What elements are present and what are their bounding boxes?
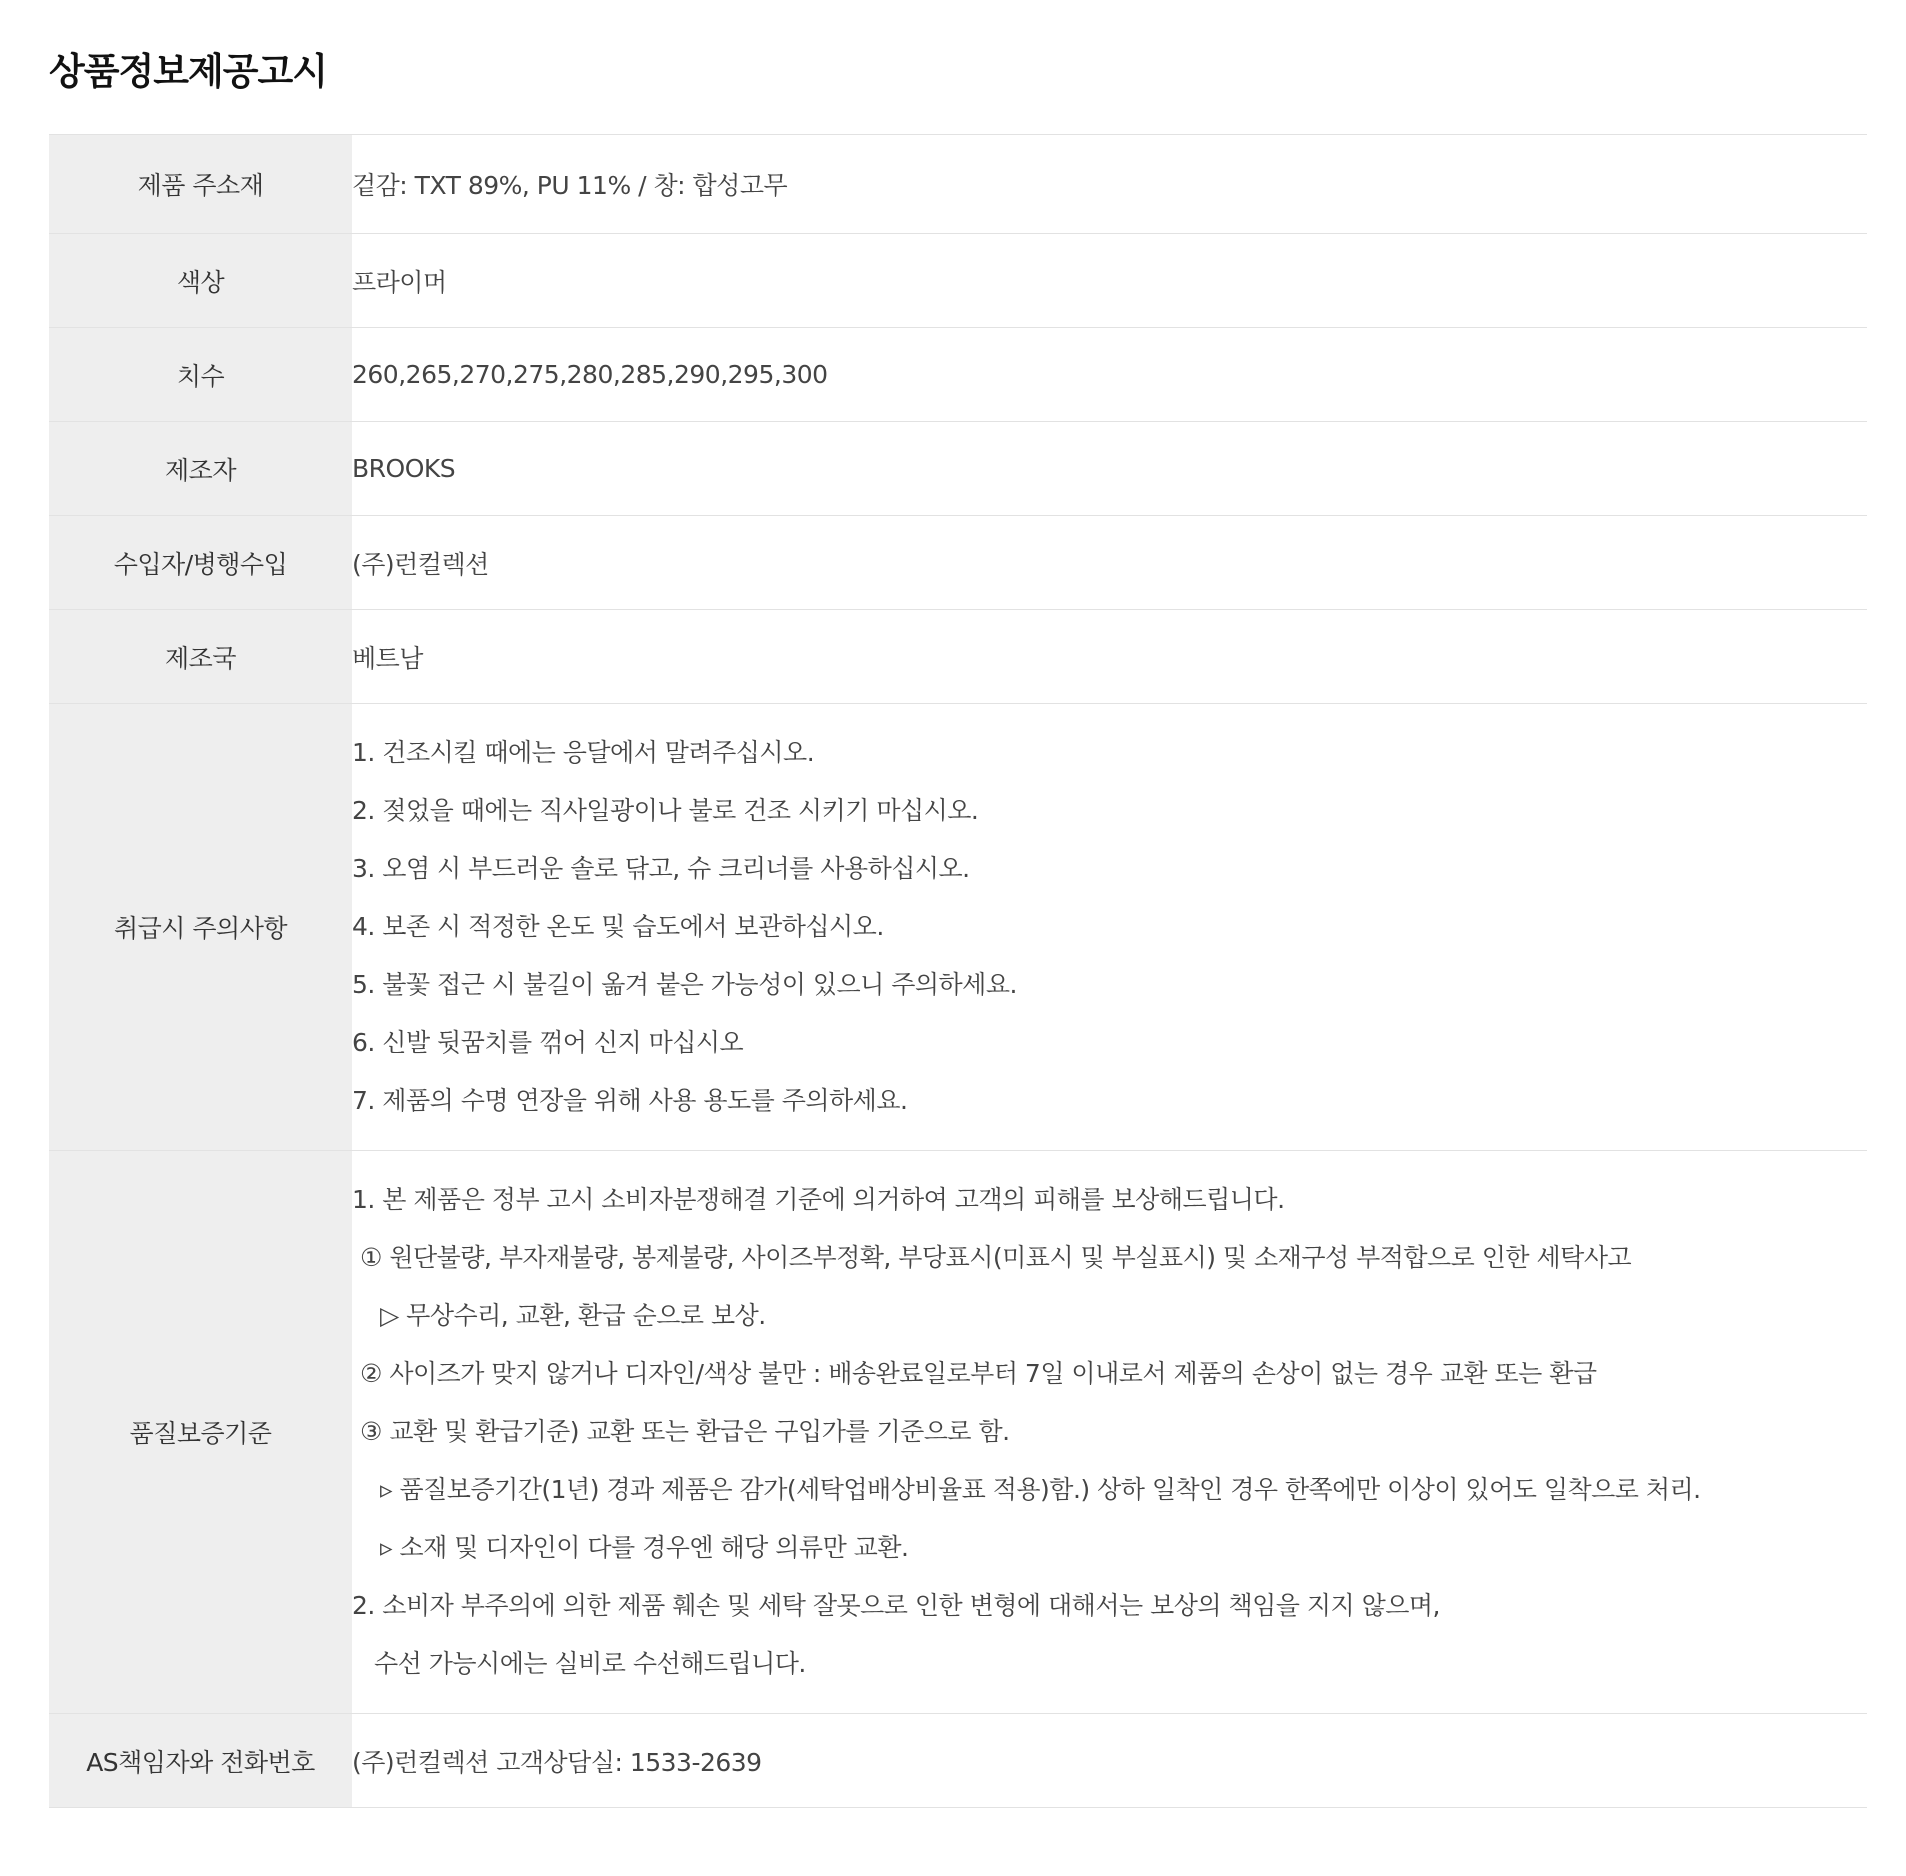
row-label: 수입자/병행수입: [49, 516, 352, 610]
row-label: 제조국: [49, 610, 352, 704]
list-item: ③ 교환 및 환급기준) 교환 또는 환급은 구입가를 기준으로 함.: [360, 1417, 1010, 1446]
row-value: BROOKS: [352, 422, 1867, 516]
row-label: AS책임자와 전화번호: [49, 1714, 352, 1808]
row-value: (주)런컬렉션: [352, 516, 1867, 610]
table-row-quality-guarantee: [49, 1151, 1867, 1714]
list-item: 1. 건조시킬 때에는 응달에서 말려주십시오.: [352, 738, 815, 767]
row-value: [352, 1151, 1867, 1714]
row-value: (주)런컬렉션 고객상담실: 1533-2639: [352, 1714, 1867, 1808]
list-item: ▹ 품질보증기간(1년) 경과 제품은 감가(세탁업배상비율표 적용)함.) 상하 일착인 경우 한쪽에만 이상이 있어도 일착으로 처리.: [380, 1475, 1701, 1504]
row-value: 프라이머: [352, 234, 1867, 328]
list-item: ② 사이즈가 맞지 않거나 디자인/색상 불만 : 배송완료일로부터 7일 이내로서 제품의 손상이 없는 경우 교환 또는 환급: [360, 1359, 1597, 1388]
list-item: 1. 본 제품은 정부 고시 소비자분쟁해결 기준에 의거하여 고객의 피해를 보상해드립니다.: [352, 1185, 1285, 1214]
list-item: ▹ 소재 및 디자인이 다를 경우엔 해당 의류만 교환.: [380, 1533, 909, 1562]
list-item: 2. 젖었을 때에는 직사일광이나 불로 건조 시키기 마십시오.: [352, 796, 979, 825]
product-info-table: [49, 134, 1867, 1808]
table-row-importer: [49, 516, 1867, 610]
row-value: 겉감: TXT 89%, PU 11% / 창: 합성고무: [352, 135, 1867, 234]
list-item: 4. 보존 시 적정한 온도 및 습도에서 보관하십시오.: [352, 912, 884, 941]
row-value: 베트남: [352, 610, 1867, 704]
list-item: 수선 가능시에는 실비로 수선해드립니다.: [374, 1649, 806, 1678]
list-item: ① 원단불량, 부자재불량, 봉제불량, 사이즈부정확, 부당표시(미표시 및 부실표시) 및 소재구성 부적합으로 인한 세탁사고: [360, 1243, 1632, 1272]
row-label: 제조자: [49, 422, 352, 516]
row-value: [352, 704, 1867, 1151]
row-label: 품질보증기준: [49, 1151, 352, 1714]
table-row-color: [49, 234, 1867, 328]
table-row-as-contact: [49, 1714, 1867, 1808]
list-item: ▷ 무상수리, 교환, 환급 순으로 보상.: [380, 1301, 766, 1330]
list-item: 5. 불꽃 접근 시 불길이 옮겨 붙은 가능성이 있으니 주의하세요.: [352, 970, 1017, 999]
table-row-size: [49, 328, 1867, 422]
care-list: [352, 704, 1867, 1150]
table-row-country: [49, 610, 1867, 704]
list-item: 6. 신발 뒷꿈치를 꺾어 신지 마십시오: [352, 1028, 744, 1057]
table-row-manufacturer: [49, 422, 1867, 516]
row-label: 색상: [49, 234, 352, 328]
row-label: 제품 주소재: [49, 135, 352, 234]
row-value: 260,265,270,275,280,285,290,295,300: [352, 328, 1867, 422]
list-item: 3. 오염 시 부드러운 솔로 닦고, 슈 크리너를 사용하십시오.: [352, 854, 970, 883]
row-label: 취급시 주의사항: [49, 704, 352, 1151]
guarantee-list: [352, 1151, 1867, 1713]
table-row-care-precautions: [49, 704, 1867, 1151]
list-item: 2. 소비자 부주의에 의한 제품 훼손 및 세탁 잘못으로 인한 변형에 대해서는 보상의 책임을 지지 않으며,: [352, 1591, 1441, 1620]
row-label: 치수: [49, 328, 352, 422]
page-title: 상품정보제공고시: [49, 50, 327, 93]
table-row-material: [49, 135, 1867, 234]
list-item: 7. 제품의 수명 연장을 위해 사용 용도를 주의하세요.: [352, 1086, 908, 1115]
